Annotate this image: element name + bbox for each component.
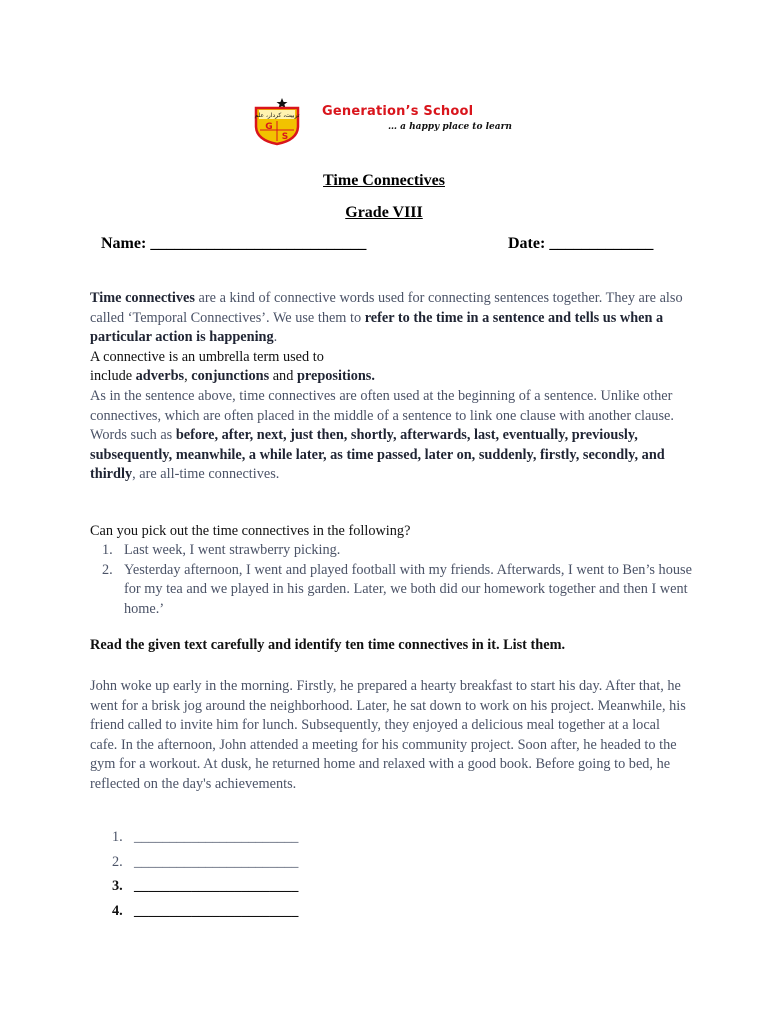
list-item: 1. Last week, I went strawberry picking. [102, 542, 341, 558]
crest-icon [252, 96, 302, 146]
intro-paragraph-4: Words such as before, after, next, just then, shortly, afterwards, last, eventually, previously, subsequently, meanwhile, a while later, as time passed, later on, suddenly, firstly, secondly, and thirdly, are all-time connectives. [90, 427, 665, 483]
intro-text [90, 289, 690, 485]
question-list [102, 541, 692, 619]
answer-line[interactable]: 1. _______________________ [112, 829, 299, 845]
intro-paragraph-1: Time connectives are a kind of connective words used for connecting sentences together. They are also called ‘Temporal Connectives’. We use them to refer to the time in a sentence and tells us when a particular action is happening. [90, 290, 683, 346]
school-tagline: … a happy place to learn [388, 122, 512, 132]
svg-text:تربیت، کردار، علم: تربیت، کردار، علم [254, 112, 300, 119]
school-logo [252, 96, 532, 146]
school-name: Generation’s School [322, 104, 474, 119]
answer-line[interactable]: 3. _______________________ [112, 878, 299, 894]
date-field[interactable]: Date: _____________ [508, 235, 654, 252]
intro-paragraph-3: As in the sentence above, time connectives are often used at the beginning of a sentence. Unlike other connectives, which are often placed in the middle of a sentence to link one clause with another clause. [90, 387, 674, 424]
answer-line[interactable]: 2. _______________________ [112, 853, 299, 870]
svg-text:G: G [265, 122, 273, 132]
answer-line[interactable]: 4. _______________________ [112, 902, 299, 919]
exercise-instruction: Read the given text carefully and identify ten time connectives in it. List them. [90, 637, 566, 653]
answer-list [112, 829, 352, 927]
reading-passage: John woke up early in the morning. Firstly, he prepared a hearty breakfast to start his day. After that, he went for a brisk jog around the neighborhood. Later, he sat down to work on his project. Meanwhile, his friend called to invite him for lunch. Subsequently, they enjoyed a delicious meal together at a local cafe. In the afternoon, John attended a meeting for his community project. Soon after, he headed to the gym for a workout. At dusk, he returned home and relaxed with a good book. Before going to bed, he reflected on the day's achievements. [90, 678, 686, 792]
grade-heading: Grade VIII [345, 204, 423, 221]
list-item: 2. Yesterday afternoon, I went and played football with my friends. Afterwards, I went to Ben’s house for my tea and we played in his garden. Later, we both did our homework together and then I went home.’ [102, 561, 692, 617]
name-field[interactable]: Name: ___________________________ [101, 235, 367, 252]
question-prompt: Can you pick out the time connectives in the following? [90, 523, 411, 539]
svg-text:S: S [281, 132, 289, 142]
page-title: Time Connectives [323, 172, 445, 189]
intro-paragraph-2: A connective is an umbrella term used to include adverbs, conjunctions and prepositions. [90, 348, 375, 385]
